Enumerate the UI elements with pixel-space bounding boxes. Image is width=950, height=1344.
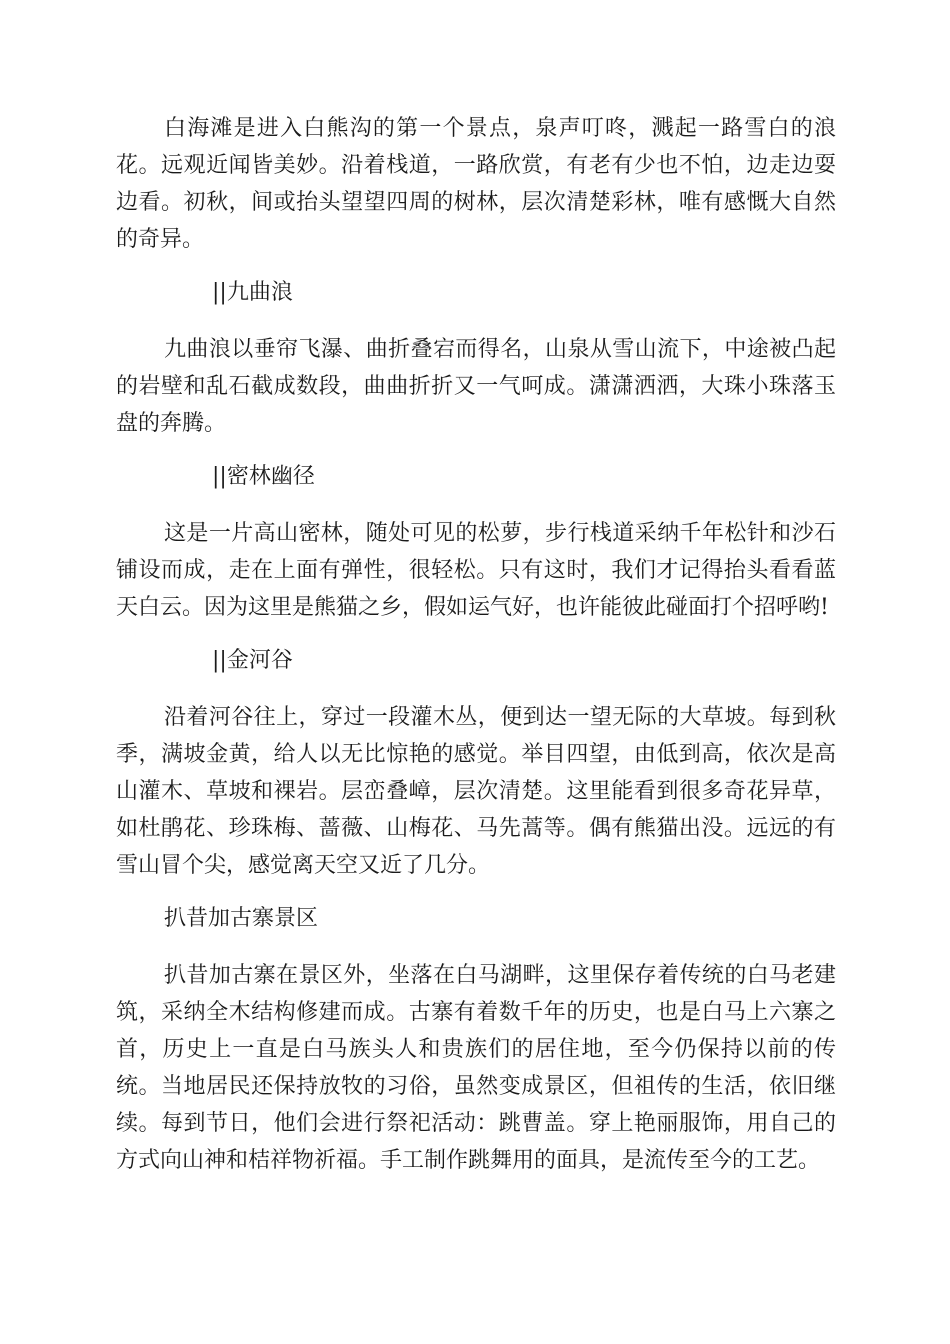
section-heading-milinyoujing [116, 458, 836, 495]
paragraph-jinhegu: 沿着河谷往上，穿过一段灌木丛，便到达一望无际的大草坡。每到秋季，满坡金黄，给人以无比惊艳的感觉。举目四望，由低到高，依次是高山灌木、草坡和裸岩。层峦叠嶂，层次清楚。这里能看到很多奇花异草，如杜鹃花、珍珠梅、蔷薇、山梅花、马先蒿等。偶有熊猫出没。远远的有雪山冒个尖，感觉离天空又近了几分。 [116, 705, 836, 878]
heading-text: 密林幽径 [226, 464, 315, 489]
section-heading-jiuqulang [116, 274, 836, 311]
paragraph-baihaitan: 白海滩是进入白熊沟的第一个景点，泉声叮咚，溅起一路雪白的浪花。远观近闻皆美妙。沿着栈道，一路欣赏，有老有少也不怕，边走边耍边看。初秋，间或抬头望望四周的树林，层次清楚彩林，唯有感慨大自然的奇异。 [116, 116, 836, 252]
section-heading-jinhegu [116, 642, 836, 679]
heading-text: 扒昔加古寨景区 [164, 906, 319, 931]
paragraph-milinyoujing: 这是一片高山密林，随处可见的松萝，步行栈道采纳千年松针和沙石铺设而成，走在上面有弹性，很轻松。只有这时，我们才记得抬头看看蓝天白云。因为这里是熊猫之乡，假如运气好，也许能彼此碰面打个招呼哟! [116, 521, 836, 620]
heading-marker: || [212, 648, 227, 673]
paragraph-baxijia: 扒昔加古寨在景区外，坐落在白马湖畔，这里保存着传统的白马老建筑，采纳全木结构修建而成。古寨有着数千年的历史，也是白马上六寨之首，历史上一直是白马族头人和贵族们的居住地，至今仍保持以前的传统。当地居民还保持放牧的习俗，虽然变成景区，但祖传的生活，依旧继续。每到节日，他们会进行祭祀活动：跳曹盖。穿上艳丽服饰，用自己的方式向山神和桔祥物祈福。手工制作跳舞用的面具，是流传至今的工艺。 [116, 963, 836, 1173]
heading-text: 金河谷 [226, 648, 293, 673]
heading-marker: || [212, 280, 227, 305]
paragraph-jiuqulang: 九曲浪以垂帘飞瀑、曲折叠宕而得名，山泉从雪山流下，中途被凸起的岩壁和乱石截成数段，曲曲折折又一气呵成。潇潇洒洒，大珠小珠落玉盘的奔腾。 [116, 337, 836, 436]
document-body [116, 110, 836, 1195]
section-heading-baxijia [116, 900, 836, 937]
heading-text: 九曲浪 [226, 280, 293, 305]
heading-marker: || [212, 464, 227, 489]
